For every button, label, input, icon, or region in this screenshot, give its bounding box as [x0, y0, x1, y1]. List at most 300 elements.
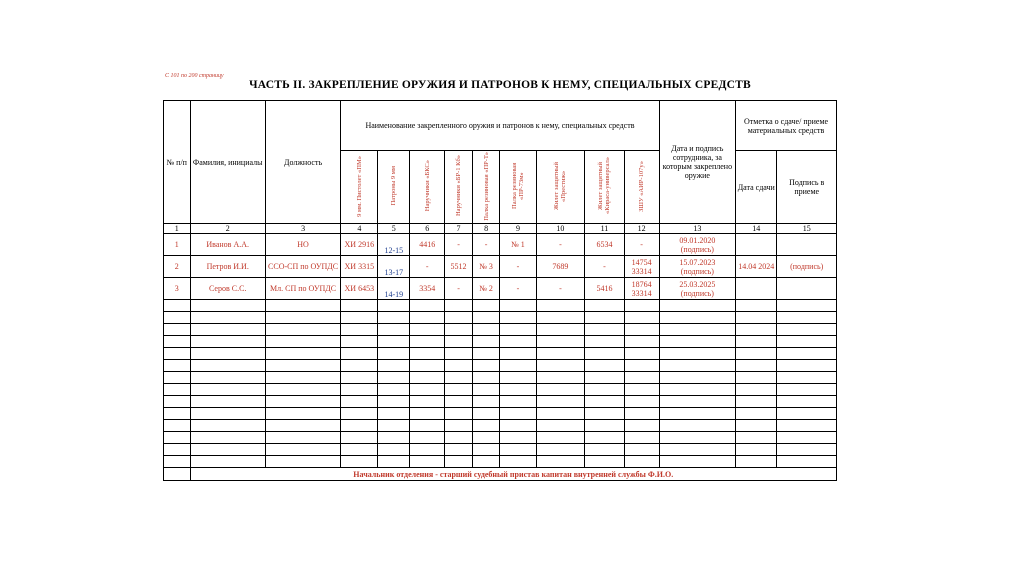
empty-cell [378, 348, 410, 360]
header-sub-kirasa [585, 151, 624, 224]
row-mark-sign [777, 234, 837, 256]
header-weapons: Наименование закрепленного оружия и патронов к нему, специальных средств [341, 101, 659, 151]
empty-cell [536, 348, 585, 360]
empty-cell [736, 444, 777, 456]
empty-cell [585, 456, 624, 468]
empty-cell [624, 408, 659, 420]
empty-cell [659, 420, 735, 432]
empty-cell [190, 312, 265, 324]
empty-cell [624, 324, 659, 336]
empty-cell [585, 348, 624, 360]
empty-cell [190, 348, 265, 360]
empty-table-row [164, 324, 837, 336]
empty-cell [624, 384, 659, 396]
empty-cell [536, 336, 585, 348]
empty-cell [472, 444, 500, 456]
empty-cell [341, 336, 378, 348]
empty-cell [736, 372, 777, 384]
empty-cell [585, 360, 624, 372]
empty-cell [500, 336, 536, 348]
row-num: 1 [164, 234, 191, 256]
empty-rows [164, 300, 837, 468]
empty-cell [472, 300, 500, 312]
column-number: 15 [777, 224, 837, 234]
empty-cell [777, 408, 837, 420]
column-number: 6 [410, 224, 445, 234]
empty-cell [378, 384, 410, 396]
empty-cell [341, 300, 378, 312]
row-name: Серов С.С. [190, 278, 265, 300]
row-pm: ХИ 6453 [341, 278, 378, 300]
empty-cell [777, 444, 837, 456]
header-sub-label: ЗШУ «АИР-107у» [638, 160, 646, 212]
header-sub-label: Палка резиновая «ПР-73м» [510, 162, 525, 210]
column-number: 10 [536, 224, 585, 234]
row-pm: ХИ 2916 [341, 234, 378, 256]
empty-cell [164, 348, 191, 360]
row-sign: (подпись) [680, 288, 714, 298]
empty-cell [777, 324, 837, 336]
empty-cell [378, 396, 410, 408]
empty-cell [265, 384, 340, 396]
empty-cell [777, 396, 837, 408]
empty-cell [777, 360, 837, 372]
row-kirasa: - [585, 256, 624, 278]
row-position: ССО-СП по ОУПДС [265, 256, 340, 278]
empty-cell [410, 336, 445, 348]
row-date: 25.03.2025 [679, 279, 716, 289]
empty-cell [536, 312, 585, 324]
empty-cell [378, 360, 410, 372]
empty-cell [472, 456, 500, 468]
header-sub-bks [410, 151, 445, 224]
empty-cell [378, 300, 410, 312]
row-name: Петров И.И. [190, 256, 265, 278]
empty-cell [445, 336, 473, 348]
empty-cell [190, 372, 265, 384]
empty-table-row [164, 432, 837, 444]
empty-cell [341, 372, 378, 384]
empty-cell [472, 420, 500, 432]
empty-cell [777, 312, 837, 324]
empty-cell [472, 432, 500, 444]
empty-cell [190, 384, 265, 396]
empty-cell [777, 456, 837, 468]
empty-cell [500, 300, 536, 312]
empty-cell [624, 360, 659, 372]
empty-cell [736, 300, 777, 312]
column-number: 7 [445, 224, 473, 234]
empty-cell [500, 408, 536, 420]
column-number: 2 [190, 224, 265, 234]
header-position: Должность [265, 101, 340, 224]
row-date: 15.07.2023 [679, 257, 716, 267]
header-num: № п/п [164, 101, 191, 224]
empty-cell [445, 444, 473, 456]
empty-cell [736, 396, 777, 408]
empty-cell [164, 432, 191, 444]
empty-cell [445, 300, 473, 312]
empty-cell [265, 372, 340, 384]
empty-cell [500, 348, 536, 360]
empty-cell [736, 360, 777, 372]
empty-cell [445, 420, 473, 432]
empty-cell [378, 420, 410, 432]
empty-cell [164, 372, 191, 384]
empty-cell [190, 420, 265, 432]
empty-cell [659, 324, 735, 336]
empty-cell [585, 372, 624, 384]
row-kirasa: 6534 [585, 234, 624, 256]
empty-cell [536, 456, 585, 468]
empty-cell [164, 312, 191, 324]
weapons-table [163, 100, 837, 481]
row-prt: № 2 [472, 278, 500, 300]
empty-cell [472, 384, 500, 396]
footer-blank-cell [164, 468, 191, 481]
empty-table-row [164, 420, 837, 432]
empty-cell [190, 432, 265, 444]
empty-table-row [164, 312, 837, 324]
empty-cell [265, 348, 340, 360]
column-number: 11 [585, 224, 624, 234]
empty-cell [500, 312, 536, 324]
empty-cell [190, 456, 265, 468]
header-sub-label: Патроны 9 мм [390, 166, 398, 206]
row-sign: (подпись) [680, 244, 714, 254]
row-ammo: 14-19 [378, 278, 410, 300]
empty-cell [265, 444, 340, 456]
row-position: Мл. СП по ОУПДС [265, 278, 340, 300]
empty-cell [736, 420, 777, 432]
table-row [164, 278, 837, 300]
empty-cell [190, 300, 265, 312]
row-bks: 3354 [410, 278, 445, 300]
column-number: 12 [624, 224, 659, 234]
column-number: 8 [472, 224, 500, 234]
empty-cell [500, 324, 536, 336]
row-mark-date: 14.04 2024 [736, 256, 777, 278]
column-number: 13 [659, 224, 735, 234]
empty-cell [410, 384, 445, 396]
empty-cell [410, 312, 445, 324]
empty-cell [536, 420, 585, 432]
empty-cell [378, 372, 410, 384]
row-air: - [624, 234, 659, 256]
empty-cell [536, 372, 585, 384]
empty-cell [500, 420, 536, 432]
empty-cell [410, 348, 445, 360]
empty-table-row [164, 336, 837, 348]
row-prestige: - [536, 278, 585, 300]
empty-cell [624, 396, 659, 408]
empty-cell [472, 396, 500, 408]
empty-cell [777, 384, 837, 396]
row-num: 3 [164, 278, 191, 300]
header-sub-pr73 [500, 151, 536, 224]
empty-cell [659, 336, 735, 348]
row-prt: - [472, 234, 500, 256]
header-sub-label: Наручники «БКС» [423, 160, 431, 212]
empty-cell [585, 432, 624, 444]
column-number: 3 [265, 224, 340, 234]
empty-cell [624, 372, 659, 384]
empty-cell [472, 324, 500, 336]
empty-cell [536, 396, 585, 408]
empty-cell [190, 360, 265, 372]
empty-cell [472, 336, 500, 348]
empty-cell [777, 432, 837, 444]
row-br: 5512 [445, 256, 473, 278]
empty-cell [265, 432, 340, 444]
empty-cell [164, 384, 191, 396]
empty-cell [265, 336, 340, 348]
empty-cell [500, 360, 536, 372]
empty-cell [445, 408, 473, 420]
empty-cell [410, 408, 445, 420]
empty-cell [445, 396, 473, 408]
empty-cell [536, 432, 585, 444]
empty-cell [410, 372, 445, 384]
header-date-sign: Дата и подпись сотрудника, за которым закреплено оружие [659, 101, 735, 224]
empty-cell [164, 300, 191, 312]
table-row [164, 234, 837, 256]
empty-cell [736, 432, 777, 444]
empty-cell [624, 432, 659, 444]
header-sub-pm [341, 151, 378, 224]
empty-cell [659, 312, 735, 324]
empty-cell [736, 336, 777, 348]
row-pr73: - [500, 278, 536, 300]
header-mark-sign: Подпись в приеме [777, 151, 837, 224]
header-sub-air [624, 151, 659, 224]
row-br: - [445, 278, 473, 300]
empty-cell [341, 456, 378, 468]
empty-cell [472, 372, 500, 384]
row-position: НО [265, 234, 340, 256]
empty-cell [445, 312, 473, 324]
empty-cell [585, 312, 624, 324]
empty-cell [265, 396, 340, 408]
empty-cell [472, 348, 500, 360]
empty-cell [500, 384, 536, 396]
empty-cell [445, 372, 473, 384]
empty-cell [624, 348, 659, 360]
empty-cell [536, 360, 585, 372]
header-sub-label: Наручники «БР-1 Кб» [455, 155, 463, 217]
column-number-row [164, 224, 837, 234]
empty-cell [659, 432, 735, 444]
column-number: 1 [164, 224, 191, 234]
empty-cell [341, 324, 378, 336]
empty-cell [445, 384, 473, 396]
empty-cell [500, 372, 536, 384]
empty-cell [585, 444, 624, 456]
empty-cell [585, 396, 624, 408]
empty-cell [410, 420, 445, 432]
empty-cell [410, 456, 445, 468]
empty-cell [164, 396, 191, 408]
empty-cell [410, 300, 445, 312]
empty-cell [341, 444, 378, 456]
empty-cell [585, 324, 624, 336]
empty-cell [410, 396, 445, 408]
empty-cell [536, 324, 585, 336]
header-sub-prt [472, 151, 500, 224]
empty-cell [536, 384, 585, 396]
empty-cell [659, 396, 735, 408]
empty-cell [659, 444, 735, 456]
empty-cell [585, 420, 624, 432]
row-num: 2 [164, 256, 191, 278]
row-mark-sign [777, 278, 837, 300]
empty-cell [777, 336, 837, 348]
empty-table-row [164, 372, 837, 384]
empty-cell [410, 360, 445, 372]
empty-cell [265, 408, 340, 420]
column-number: 9 [500, 224, 536, 234]
empty-cell [777, 420, 837, 432]
row-sign: (подпись) [680, 266, 714, 276]
empty-cell [265, 300, 340, 312]
row-pr73: - [500, 256, 536, 278]
header-sub-label: Жилет защитный «Кираса-универсал» [597, 157, 612, 215]
row-ammo: 13-17 [378, 256, 410, 278]
row-kirasa: 5416 [585, 278, 624, 300]
empty-cell [624, 336, 659, 348]
header-name: Фамилия, инициалы [190, 101, 265, 224]
page-range-note: С 101 по 200 страницу [165, 73, 224, 79]
row-br: - [445, 234, 473, 256]
empty-cell [190, 408, 265, 420]
header-row-top [164, 101, 837, 151]
empty-cell [472, 408, 500, 420]
empty-cell [164, 456, 191, 468]
empty-cell [736, 456, 777, 468]
empty-cell [341, 348, 378, 360]
row-prestige: 7689 [536, 256, 585, 278]
empty-cell [378, 456, 410, 468]
row-pr73: № 1 [500, 234, 536, 256]
row-date-sign [659, 256, 735, 278]
row-bks: 4416 [410, 234, 445, 256]
empty-cell [445, 432, 473, 444]
row-pm: ХИ 3315 [341, 256, 378, 278]
header-mark-date: Дата сдачи [736, 151, 777, 224]
empty-cell [536, 408, 585, 420]
row-date-sign [659, 278, 735, 300]
empty-cell [265, 456, 340, 468]
empty-cell [500, 396, 536, 408]
row-air: 18764 33314 [624, 278, 659, 300]
footer-row [164, 468, 837, 481]
empty-cell [341, 432, 378, 444]
empty-cell [659, 408, 735, 420]
empty-cell [265, 312, 340, 324]
header-sub-prestige [536, 151, 585, 224]
empty-cell [777, 372, 837, 384]
empty-table-row [164, 384, 837, 396]
empty-cell [445, 456, 473, 468]
empty-cell [265, 420, 340, 432]
empty-cell [777, 348, 837, 360]
empty-cell [378, 324, 410, 336]
empty-cell [341, 396, 378, 408]
column-number: 4 [341, 224, 378, 234]
empty-table-row [164, 348, 837, 360]
empty-cell [445, 360, 473, 372]
column-number: 14 [736, 224, 777, 234]
empty-table-row [164, 396, 837, 408]
empty-table-row [164, 300, 837, 312]
empty-cell [659, 384, 735, 396]
empty-cell [500, 456, 536, 468]
empty-cell [624, 300, 659, 312]
empty-cell [500, 444, 536, 456]
header-sub-label: Палка резиновая «ПР-Т» [482, 151, 490, 221]
empty-cell [341, 312, 378, 324]
empty-cell [378, 336, 410, 348]
empty-cell [164, 420, 191, 432]
empty-cell [585, 408, 624, 420]
empty-cell [472, 312, 500, 324]
row-mark-sign: (подпись) [777, 256, 837, 278]
empty-cell [585, 300, 624, 312]
empty-table-row [164, 444, 837, 456]
empty-cell [164, 324, 191, 336]
empty-cell [585, 384, 624, 396]
header-sub-label: 9 мм. Пистолет «ПМ» [355, 155, 363, 217]
empty-table-row [164, 408, 837, 420]
empty-cell [659, 456, 735, 468]
empty-cell [265, 324, 340, 336]
empty-cell [164, 408, 191, 420]
empty-cell [624, 444, 659, 456]
row-prestige: - [536, 234, 585, 256]
empty-table-row [164, 456, 837, 468]
empty-cell [378, 312, 410, 324]
empty-cell [190, 336, 265, 348]
empty-cell [536, 444, 585, 456]
header-sub-ammo [378, 151, 410, 224]
empty-cell [659, 348, 735, 360]
empty-cell [341, 384, 378, 396]
empty-cell [341, 408, 378, 420]
empty-cell [410, 432, 445, 444]
empty-cell [500, 432, 536, 444]
empty-cell [445, 348, 473, 360]
empty-cell [265, 360, 340, 372]
footer-signature: Начальник отделения - старший судебный пристав капитан внутренней службы Ф.И.О. [190, 468, 836, 481]
header-sub-label: Жилет защитный «Престиж» [553, 162, 568, 210]
table-row [164, 256, 837, 278]
empty-cell [536, 300, 585, 312]
empty-cell [585, 336, 624, 348]
empty-cell [777, 300, 837, 312]
empty-cell [624, 312, 659, 324]
row-date: 09.01.2020 [679, 235, 716, 245]
empty-cell [378, 432, 410, 444]
empty-cell [190, 396, 265, 408]
empty-cell [410, 444, 445, 456]
row-ammo: 12-15 [378, 234, 410, 256]
header-sub-br [445, 151, 473, 224]
empty-cell [378, 444, 410, 456]
empty-cell [164, 336, 191, 348]
page-title: ЧАСТЬ II. ЗАКРЕПЛЕНИЕ ОРУЖИЯ И ПАТРОНОВ К НЕМУ, СПЕЦИАЛЬНЫХ СРЕДСТВ [249, 79, 751, 91]
row-mark-date [736, 234, 777, 256]
empty-cell [624, 456, 659, 468]
